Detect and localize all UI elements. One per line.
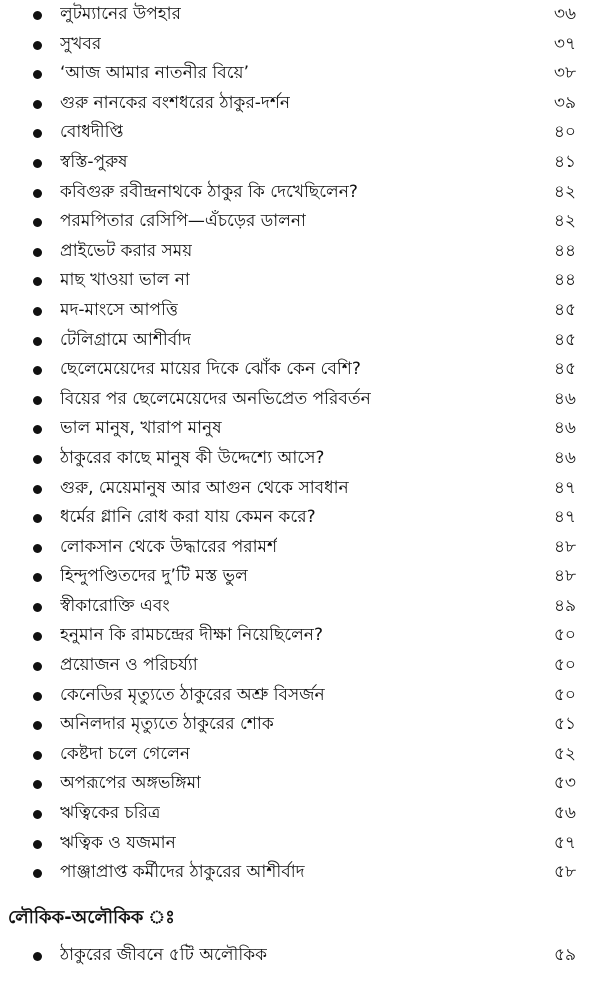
bullet-icon — [33, 100, 42, 109]
entry-title: ভাল মানুষ, খারাপ মানুষ — [60, 418, 222, 439]
toc-entry — [0, 681, 600, 711]
toc-entry — [0, 710, 600, 740]
page-number: ৩৭ — [553, 33, 576, 54]
entry-title: বিয়ের পর ছেলেমেয়েদের অনভিপ্রেত পরিবর্তন — [60, 388, 371, 409]
bullet-icon — [33, 544, 42, 553]
bullet-icon — [33, 810, 42, 819]
bullet-icon — [33, 869, 42, 878]
page-number: ৩৮ — [553, 63, 576, 84]
page-number: ৪০ — [553, 122, 576, 143]
bullet-icon — [33, 11, 42, 20]
entry-title: কেনেডির মৃত্যুতে ঠাকুরের অশ্রু বিসর্জন — [60, 684, 325, 705]
bullet-icon — [33, 662, 42, 671]
entry-title: পাঞ্জাপ্রাপ্ত কর্মীদের ঠাকুরের আশীর্বাদ — [60, 862, 305, 883]
bullet-icon — [33, 721, 42, 730]
page-number: ৪৭ — [553, 507, 576, 528]
entry-title: লুটম্যানের উপহার — [60, 4, 181, 24]
entry-title: ঋত্বিকের চরিত্র — [60, 803, 161, 824]
bullet-icon — [33, 455, 42, 464]
bullet-icon — [33, 751, 42, 760]
toc-entry — [0, 444, 600, 474]
toc-entry — [0, 651, 600, 681]
toc-entry — [0, 30, 600, 60]
bullet-icon — [33, 840, 42, 849]
toc-entry — [0, 355, 600, 385]
entry-title: অনিলদার মৃত্যুতে ঠাকুরের শোক — [60, 714, 274, 735]
toc-entry — [0, 621, 600, 651]
toc-entry — [0, 385, 600, 415]
entry-title: ছেলেমেয়েদের মায়ের দিকে ঝোঁক কেন বেশি? — [60, 359, 361, 380]
bullet-icon — [33, 277, 42, 286]
toc-entry — [0, 414, 600, 444]
page-number: ৫১ — [553, 714, 576, 735]
toc-entry — [0, 118, 600, 148]
page-number: ৫০ — [553, 655, 576, 676]
toc-entry — [0, 533, 600, 563]
page-number: ৪৮ — [553, 566, 576, 587]
toc-entry — [0, 207, 600, 237]
page-number: ৫২ — [553, 743, 576, 764]
entry-title: টেলিগ্রামে আশীর্বাদ — [60, 329, 192, 350]
entry-title: কেষ্টদা চলে গেলেন — [60, 743, 191, 764]
page-number: ৪৪ — [553, 240, 576, 261]
page-number: ৪৬ — [553, 388, 576, 409]
bullet-icon — [33, 337, 42, 346]
page-number: ৪৯ — [553, 595, 576, 616]
bullet-icon — [33, 692, 42, 701]
page-number: ৫০ — [553, 684, 576, 705]
toc-entry — [0, 562, 600, 592]
page-number: ৩৬ — [553, 4, 576, 24]
bullet-icon — [33, 780, 42, 789]
page-number: ৪২ — [553, 181, 576, 202]
bullet-icon — [33, 485, 42, 494]
bullet-icon — [33, 129, 42, 138]
page-number: ৫৩ — [553, 773, 576, 794]
section-heading: লৌকিক-অলৌকিক ঃ — [8, 907, 175, 928]
page-number: ৪৫ — [553, 359, 576, 380]
entry-title: হনুমান কি রামচন্দ্রের দীক্ষা নিয়েছিলেন? — [60, 625, 323, 646]
toc-entry — [0, 941, 600, 971]
page-number: ৩৯ — [553, 92, 576, 113]
bullet-icon — [33, 603, 42, 612]
bullet-icon — [33, 159, 42, 168]
bullet-icon — [33, 573, 42, 582]
page-number: ৪১ — [553, 151, 576, 172]
entry-title: গুরু নানকের বংশধরের ঠাকুর-দর্শন — [60, 92, 291, 113]
page-number: ৪৬ — [553, 418, 576, 439]
page-number: ৪৪ — [553, 270, 576, 291]
page-number: ৫৭ — [553, 832, 576, 853]
entry-title: কবিগুরু রবীন্দ্রনাথকে ঠাকুর কি দেখেছিলেন? — [60, 181, 358, 202]
entry-title: অপরূপের অঙ্গভঙ্গিমা — [60, 773, 201, 794]
bullet-icon — [33, 307, 42, 316]
toc-entry — [0, 266, 600, 296]
entry-title: মাছ খাওয়া ভাল না — [60, 270, 190, 291]
entry-title: ঋত্বিক ও যজমান — [60, 832, 176, 853]
entry-title: স্বীকারোক্তি এবং — [60, 595, 170, 616]
bullet-icon — [33, 248, 42, 257]
toc-entry — [0, 0, 600, 30]
page-number: ৪৮ — [553, 536, 576, 557]
toc-entry — [0, 503, 600, 533]
page-number: ৪৫ — [553, 329, 576, 350]
toc-entry — [0, 237, 600, 267]
toc-entry — [0, 59, 600, 89]
entry-title: ধর্মের গ্লানি রোধ করা যায় কেমন করে? — [60, 507, 316, 528]
toc-entry — [0, 769, 600, 799]
entry-title: সুখবর — [60, 33, 102, 54]
entry-title: হিন্দুপণ্ডিতদের দু’টি মস্ত ভুল — [60, 566, 248, 587]
entry-title: ‘আজ আমার নাতনীর বিয়ে’ — [60, 63, 249, 84]
entry-title: গুরু, মেয়েমানুষ আর আগুন থেকে সাবধান — [60, 477, 349, 498]
bullet-icon — [33, 632, 42, 641]
bullet-icon — [33, 366, 42, 375]
page-number: ৪৭ — [553, 477, 576, 498]
bullet-icon — [33, 396, 42, 405]
bullet-icon — [33, 70, 42, 79]
page-number: ৫৬ — [553, 803, 576, 824]
entry-title: বোধদীপ্তি — [60, 122, 124, 143]
toc-entry — [0, 89, 600, 119]
page-number: ৫০ — [553, 625, 576, 646]
bullet-icon — [33, 952, 42, 961]
toc-entry — [0, 829, 600, 859]
entry-title: ঠাকুরের কাছে মানুষ কী উদ্দেশ্যে আসে? — [60, 447, 325, 468]
page-number: ৪৫ — [553, 299, 576, 320]
bullet-icon — [33, 425, 42, 434]
entry-title: ঠাকুরের জীবনে ৫টি অলৌকিক — [60, 945, 268, 965]
page-number: ৫৯ — [553, 945, 576, 965]
entry-title: মদ-মাংসে আপত্তি — [60, 299, 179, 320]
page-number: ৫৮ — [553, 862, 576, 883]
toc-entry — [0, 178, 600, 208]
toc-entry — [0, 474, 600, 504]
toc-entry — [0, 592, 600, 622]
page-number: ৪৬ — [553, 447, 576, 468]
toc-entry — [0, 740, 600, 770]
entry-title: পরমপিতার রেসিপি—এঁচড়ের ডালনা — [60, 211, 306, 232]
page-number: ৪২ — [553, 211, 576, 232]
entry-title: প্রাইভেট করার সময় — [60, 240, 193, 261]
entry-title: প্রয়োজন ও পরিচর্য্যা — [60, 655, 198, 676]
toc-entry — [0, 326, 600, 356]
bullet-icon — [33, 514, 42, 523]
entry-title: লোকসান থেকে উদ্ধারের পরামর্শ — [60, 536, 278, 557]
toc-entry — [0, 148, 600, 178]
toc-entry — [0, 296, 600, 326]
section-entries — [0, 941, 600, 971]
toc-entry — [0, 799, 600, 829]
entry-title: স্বস্তি-পুরুষ — [60, 151, 128, 172]
toc-entry — [0, 858, 600, 888]
bullet-icon — [33, 41, 42, 50]
bullet-icon — [33, 218, 42, 227]
bullet-icon — [33, 189, 42, 198]
